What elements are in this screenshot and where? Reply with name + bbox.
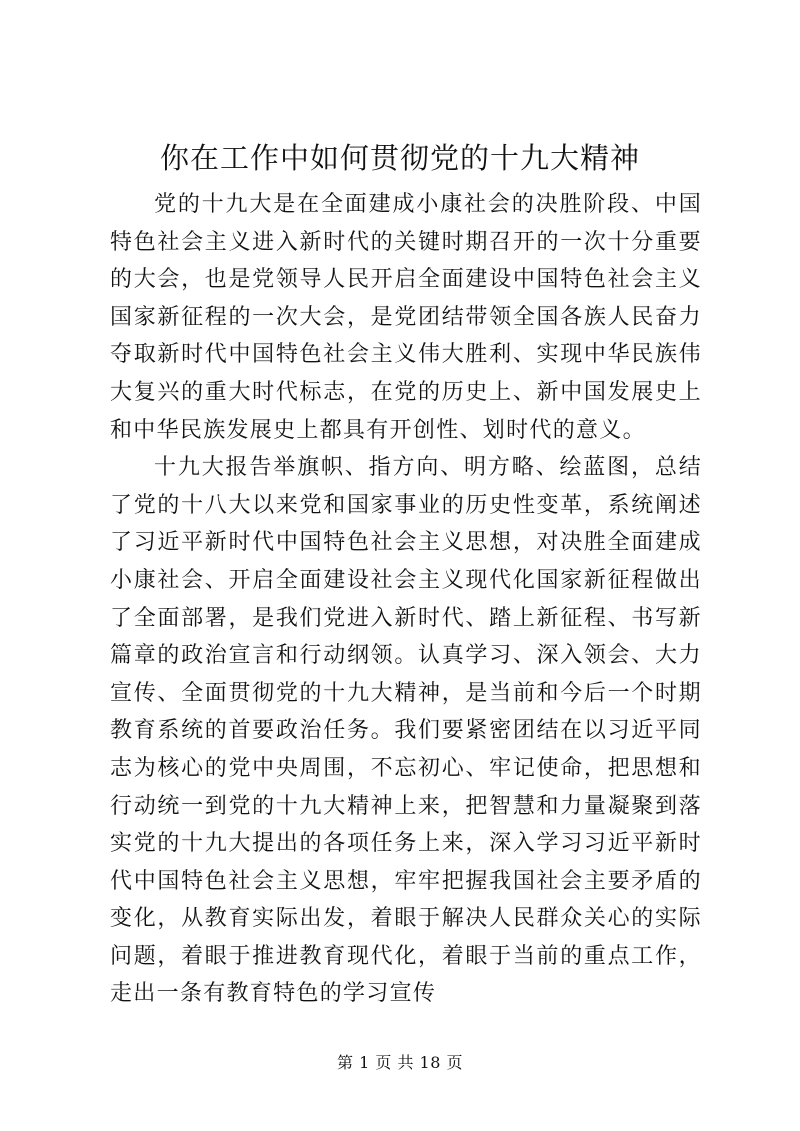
paragraph: 党的十九大是在全面建成小康社会的决胜阶段、中国特色社会主义进入新时代的关键时期召开的一次十分重要的大会，也是党领导人民开启全面建设中国特色社会主义国家新征程的一次大会，是党团结带领全国各族人民奋力夺取新时代中国特色社会主义伟大胜利、实现中华民族伟大复兴的重大时代标志，在党的历史上、新中国发展史上和中华民族发展史上都具有开创性、划时代的意义。 <box>110 192 702 443</box>
document-title: 你在工作中如何贯彻党的十九大精神 <box>159 141 640 175</box>
page-number-footer: 第 1 页 共 18 页 <box>337 1053 463 1072</box>
document-body <box>110 186 702 1013</box>
paragraph: 十九大报告举旗帜、指方向、明方略、绘蓝图，总结了党的十八大以来党和国家事业的历史性变革，系统阐述了习近平新时代中国特色社会主义思想，对决胜全面建成小康社会、开启全面建设社会主义现代化国家新征程做出了全面部署，是我们党进入新时代、踏上新征程、书写新篇章的政治宣言和行动纲领。认真学习、深入领会、大力宣传、全面贯彻党的十九大精神，是当前和今后一个时期教育系统的首要政治任务。我们要紧密团结在以习近平同志为核心的党中央周围，不忘初心、牢记使命，把思想和行动统一到党的十九大精神上来，把智慧和力量凝聚到落实党的十九大提出的各项任务上来，深入学习习近平新时代中国特色社会主义思想，牢牢把握我国社会主要矛盾的变化，从教育实际出发，着眼于解决人民群众关心的实际问题，着眼于推进教育现代化，着眼于当前的重点工作，走出一条有教育特色的学习宣传 <box>110 455 702 1007</box>
